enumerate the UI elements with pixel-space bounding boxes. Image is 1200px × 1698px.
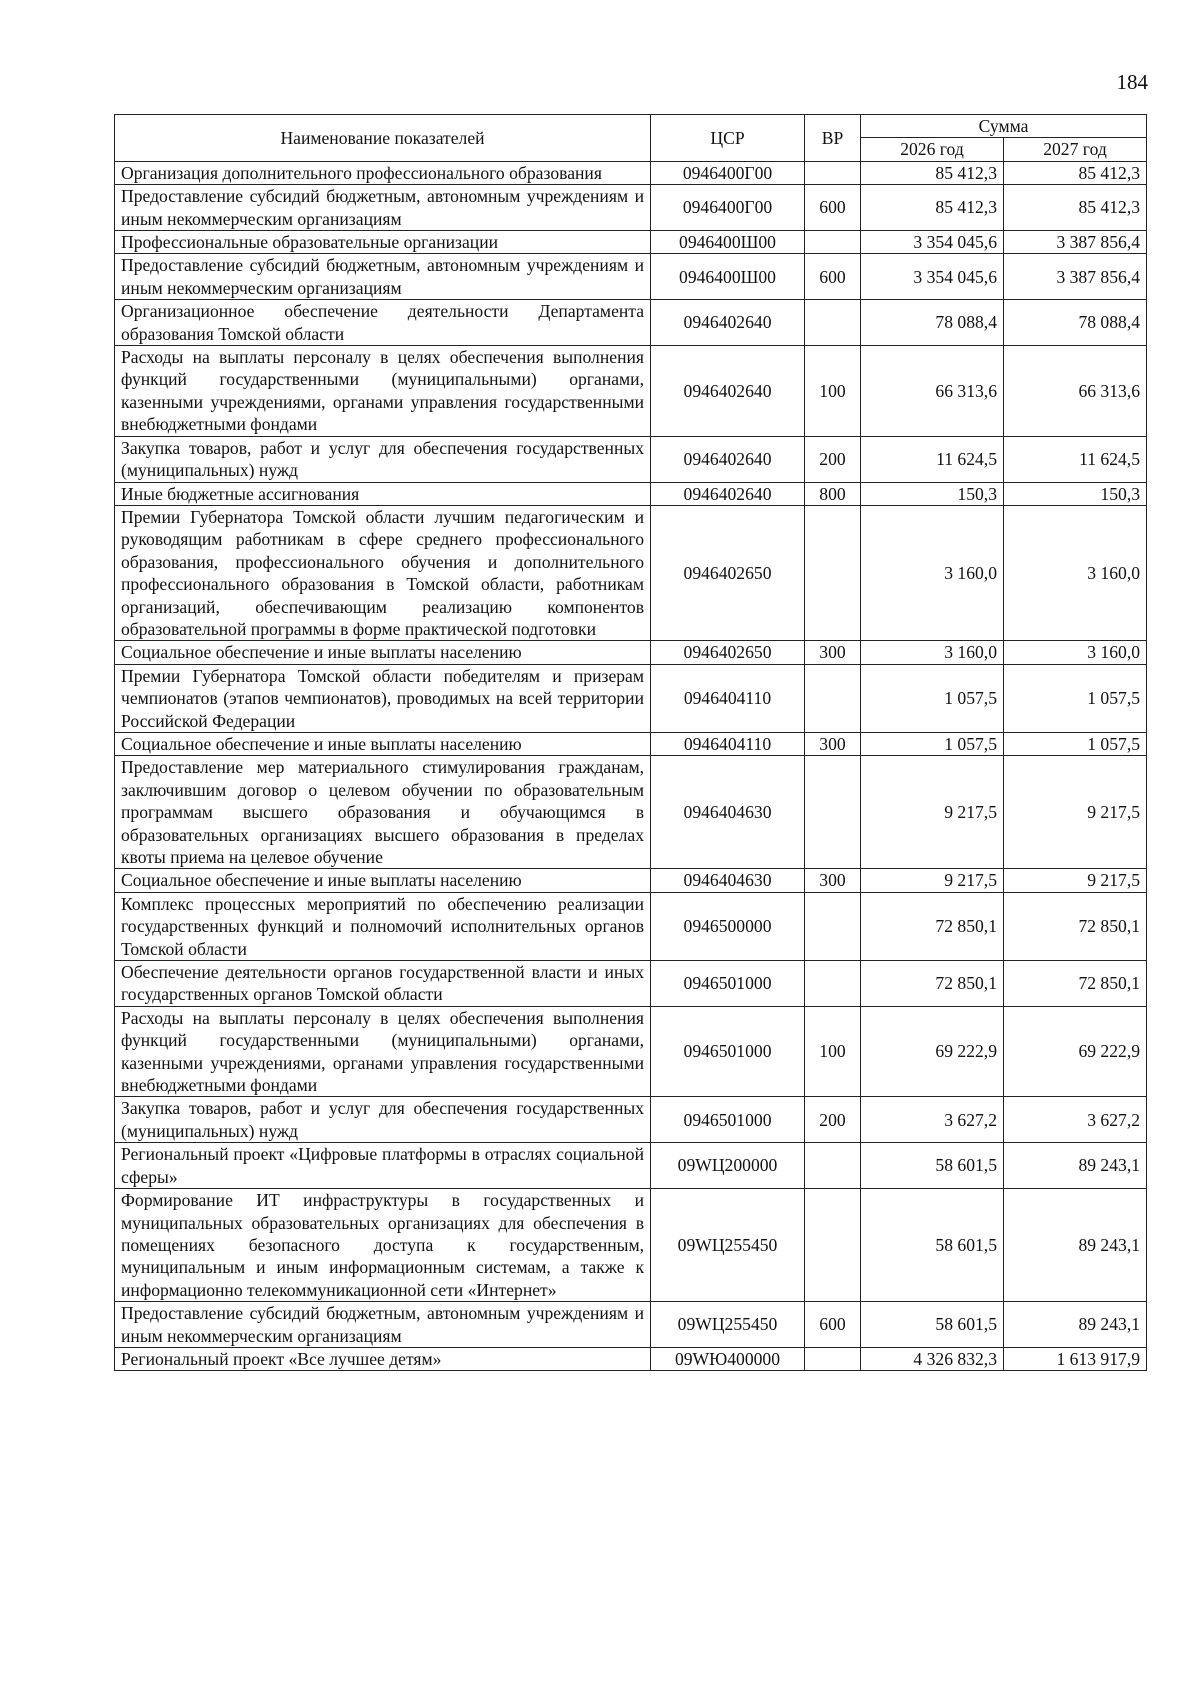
row-amount-2027: 3 387 856,4 [1004,231,1147,254]
row-amount-2026: 72 850,1 [861,961,1004,1007]
row-name: Премии Губернатора Томской области победителям и призерам чемпионатов (этапов чемпионатов), проводимых на всей территории Российской Федерации [115,664,651,732]
header-vr: ВР [805,115,861,162]
row-name: Комплекс процессных мероприятий по обеспечению реализации государственных функций и полномочий исполнительных органов Томской области [115,892,651,960]
row-amount-2026: 3 354 045,6 [861,231,1004,254]
row-name: Социальное обеспечение и иные выплаты населению [115,732,651,755]
row-name: Профессиональные образовательные организации [115,231,651,254]
row-amount-2026: 1 057,5 [861,664,1004,732]
table-row [115,1097,1147,1143]
row-amount-2027: 85 412,3 [1004,161,1147,184]
row-amount-2026: 78 088,4 [861,300,1004,346]
row-name: Социальное обеспечение и иные выплаты населению [115,869,651,892]
row-name: Организация дополнительного профессионального образования [115,161,651,184]
row-name: Закупка товаров, работ и услуг для обеспечения государственных (муниципальных) нужд [115,1097,651,1143]
table-row [115,869,1147,892]
table-header [115,115,1147,162]
row-amount-2026: 9 217,5 [861,869,1004,892]
row-name: Иные бюджетные ассигнования [115,482,651,505]
row-vr: 300 [805,732,861,755]
row-vr: 600 [805,1302,861,1348]
table-row [115,1143,1147,1189]
row-amount-2027: 72 850,1 [1004,892,1147,960]
row-amount-2026: 3 160,0 [861,505,1004,640]
row-amount-2026: 150,3 [861,482,1004,505]
row-vr: 600 [805,185,861,231]
row-csr: 0946404630 [651,756,805,869]
table-body [115,161,1147,1371]
table-row [115,1189,1147,1302]
row-name: Расходы на выплаты персоналу в целях обеспечения выполнения функций государственными (муниципальными) органами, казенными учреждениями, органами управления государственными внебюджетными фондами [115,346,651,437]
table-row [115,732,1147,755]
row-vr: 100 [805,1006,861,1097]
table-row [115,185,1147,231]
row-amount-2027: 3 387 856,4 [1004,254,1147,300]
row-csr: 09WЮ400000 [651,1347,805,1370]
row-csr: 09WЦ200000 [651,1143,805,1189]
table-row [115,1347,1147,1370]
row-csr: 0946404110 [651,732,805,755]
row-vr [805,892,861,960]
row-amount-2026: 3 160,0 [861,641,1004,664]
row-csr: 0946400Ш00 [651,231,805,254]
table-row [115,1006,1147,1097]
row-amount-2026: 3 627,2 [861,1097,1004,1143]
row-amount-2026: 3 354 045,6 [861,254,1004,300]
table-row [115,641,1147,664]
row-vr [805,231,861,254]
row-amount-2027: 89 243,1 [1004,1302,1147,1348]
row-csr: 0946501000 [651,1006,805,1097]
row-amount-2026: 72 850,1 [861,892,1004,960]
row-name: Региональный проект «Все лучшее детям» [115,1347,651,1370]
budget-table [114,114,1147,1371]
row-csr: 0946501000 [651,1097,805,1143]
row-vr: 600 [805,254,861,300]
row-vr [805,161,861,184]
row-amount-2027: 3 160,0 [1004,505,1147,640]
row-amount-2027: 89 243,1 [1004,1189,1147,1302]
row-csr: 09WЦ255450 [651,1189,805,1302]
row-name: Региональный проект «Цифровые платформы в отраслях социальной сферы» [115,1143,651,1189]
row-vr [805,300,861,346]
table-row [115,436,1147,482]
header-year-2027: 2027 год [1004,138,1147,161]
table-row [115,482,1147,505]
header-name: Наименование показателей [115,115,651,162]
row-name: Организационное обеспечение деятельности Департамента образования Томской области [115,300,651,346]
row-amount-2026: 58 601,5 [861,1143,1004,1189]
row-name: Предоставление мер материального стимулирования гражданам, заключившим договор о целевом обучении по образовательным программам высшего образования и обучающимся в образовательных организациях высшего образования в пределах квоты приема на целевое обучение [115,756,651,869]
row-amount-2027: 66 313,6 [1004,346,1147,437]
row-csr: 0946400Г00 [651,185,805,231]
table-row [115,346,1147,437]
row-amount-2027: 11 624,5 [1004,436,1147,482]
row-amount-2026: 85 412,3 [861,161,1004,184]
row-vr [805,1189,861,1302]
row-csr: 09WЦ255450 [651,1302,805,1348]
row-amount-2027: 72 850,1 [1004,961,1147,1007]
table-row [115,254,1147,300]
row-csr: 0946402640 [651,482,805,505]
table-row [115,161,1147,184]
row-amount-2026: 1 057,5 [861,732,1004,755]
table-row [115,892,1147,960]
row-name: Формирование ИТ инфраструктуры в государственных и муниципальных образовательных организациях для обеспечения в помещениях безопасного доступа к государственным, муниципальным и иным информационным системам, а также к информационно телекоммуникационной сети «Интернет» [115,1189,651,1302]
row-name: Обеспечение деятельности органов государственной власти и иных государственных органов Томской области [115,961,651,1007]
row-amount-2026: 11 624,5 [861,436,1004,482]
table-row [115,1302,1147,1348]
row-amount-2027: 85 412,3 [1004,185,1147,231]
row-csr: 0946402640 [651,346,805,437]
row-vr [805,756,861,869]
page-number: 184 [1116,70,1148,94]
header-sum: Сумма [861,115,1147,138]
row-csr: 0946402640 [651,300,805,346]
row-vr: 200 [805,436,861,482]
table-row [115,300,1147,346]
row-csr: 0946402650 [651,505,805,640]
row-amount-2026: 85 412,3 [861,185,1004,231]
row-csr: 0946500000 [651,892,805,960]
row-name: Предоставление субсидий бюджетным, автономным учреждениям и иным некоммерческим организациям [115,254,651,300]
row-csr: 0946402640 [651,436,805,482]
table-row [115,756,1147,869]
row-amount-2026: 58 601,5 [861,1302,1004,1348]
row-amount-2027: 78 088,4 [1004,300,1147,346]
row-csr: 0946400Г00 [651,161,805,184]
row-amount-2026: 58 601,5 [861,1189,1004,1302]
row-vr: 200 [805,1097,861,1143]
row-amount-2027: 1 613 917,9 [1004,1347,1147,1370]
row-amount-2027: 69 222,9 [1004,1006,1147,1097]
table-row [115,664,1147,732]
row-vr [805,664,861,732]
row-vr: 100 [805,346,861,437]
table-row [115,961,1147,1007]
row-amount-2027: 150,3 [1004,482,1147,505]
row-amount-2027: 9 217,5 [1004,869,1147,892]
table-row [115,505,1147,640]
row-vr [805,1347,861,1370]
row-amount-2026: 9 217,5 [861,756,1004,869]
row-name: Расходы на выплаты персоналу в целях обеспечения выполнения функций государственными (муниципальными) органами, казенными учреждениями, органами управления государственными внебюджетными фондами [115,1006,651,1097]
header-year-2026: 2026 год [861,138,1004,161]
row-name: Предоставление субсидий бюджетным, автономным учреждениям и иным некоммерческим организациям [115,1302,651,1348]
row-amount-2027: 9 217,5 [1004,756,1147,869]
row-amount-2027: 3 627,2 [1004,1097,1147,1143]
header-csr: ЦСР [651,115,805,162]
row-amount-2026: 69 222,9 [861,1006,1004,1097]
row-name: Премии Губернатора Томской области лучшим педагогическим и руководящим работникам в сфере среднего профессионального образования, профессионального обучения и дополнительного профессионального образования в Томской области, работникам организаций, обеспечивающим реализацию компонентов образовательной программы в форме практической подготовки [115,505,651,640]
row-csr: 0946400Ш00 [651,254,805,300]
row-csr: 0946404630 [651,869,805,892]
row-csr: 0946404110 [651,664,805,732]
row-amount-2026: 66 313,6 [861,346,1004,437]
row-amount-2027: 3 160,0 [1004,641,1147,664]
row-name: Предоставление субсидий бюджетным, автономным учреждениям и иным некоммерческим организациям [115,185,651,231]
row-vr [805,1143,861,1189]
row-csr: 0946402650 [651,641,805,664]
row-amount-2027: 89 243,1 [1004,1143,1147,1189]
row-name: Закупка товаров, работ и услуг для обеспечения государственных (муниципальных) нужд [115,436,651,482]
row-vr: 800 [805,482,861,505]
row-vr [805,505,861,640]
table-row [115,231,1147,254]
row-amount-2026: 4 326 832,3 [861,1347,1004,1370]
row-vr [805,961,861,1007]
row-csr: 0946501000 [651,961,805,1007]
row-vr: 300 [805,641,861,664]
row-amount-2027: 1 057,5 [1004,732,1147,755]
row-amount-2027: 1 057,5 [1004,664,1147,732]
row-name: Социальное обеспечение и иные выплаты населению [115,641,651,664]
row-vr: 300 [805,869,861,892]
